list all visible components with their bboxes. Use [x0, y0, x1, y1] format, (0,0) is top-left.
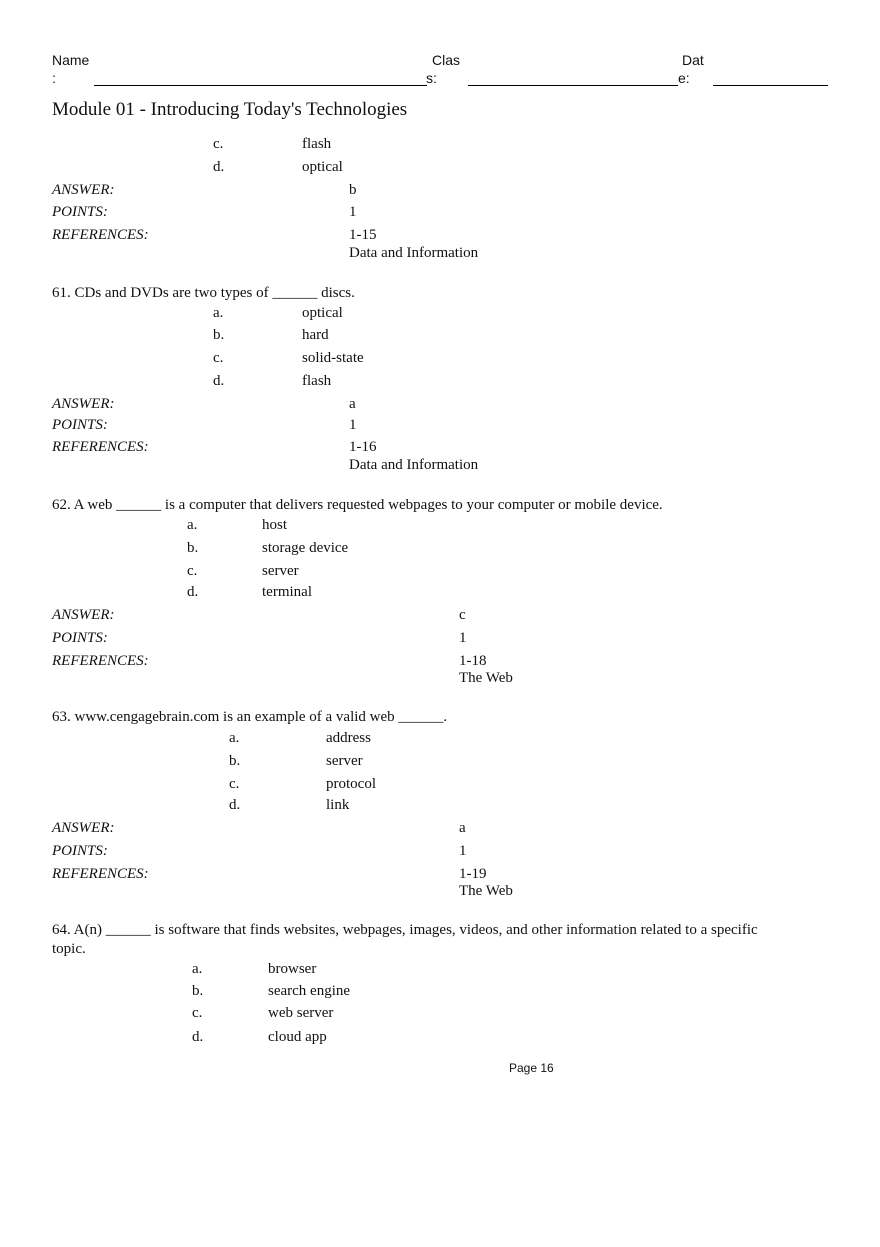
option-text: storage device [262, 540, 349, 556]
page-number: Page 16 [509, 1061, 554, 1075]
date-field[interactable] [713, 85, 828, 86]
option-text: web server [268, 1005, 334, 1021]
question-text-line2: topic. [52, 941, 86, 957]
answer-label: ANSWER: [52, 607, 115, 623]
option-letter: d. [187, 584, 199, 600]
option-text: server [262, 563, 299, 579]
option-text: address [326, 730, 371, 746]
points-value: 1 [349, 204, 357, 220]
option-text: search engine [268, 983, 351, 999]
references-page: 1-19 [459, 866, 487, 882]
option-letter: b. [229, 753, 241, 769]
option-text: flash [302, 373, 332, 389]
option-text: host [262, 517, 288, 533]
option-text: terminal [262, 584, 312, 600]
answer-label: ANSWER: [52, 396, 115, 412]
references-section: The Web [459, 670, 513, 686]
answer-value: c [459, 607, 466, 623]
references-page: 1-16 [349, 439, 377, 455]
option-letter: b. [192, 983, 204, 999]
references-label: REFERENCES: [52, 439, 149, 455]
option-letter: c. [213, 350, 224, 366]
option-text: flash [302, 136, 332, 152]
answer-value: a [459, 820, 466, 836]
option-letter: c. [229, 776, 240, 792]
references-label: REFERENCES: [52, 653, 149, 669]
option-text: protocol [326, 776, 376, 792]
points-value: 1 [349, 417, 357, 433]
answer-label: ANSWER: [52, 182, 115, 198]
option-letter: d. [213, 373, 225, 389]
question-text-line1: 64. A(n) ______ is software that finds websites, webpages, images, videos, and other information related to a specific [52, 922, 758, 938]
option-letter: b. [187, 540, 199, 556]
answer-label: ANSWER: [52, 820, 115, 836]
option-letter: c. [213, 136, 224, 152]
option-text: hard [302, 327, 329, 343]
option-letter: d. [192, 1029, 204, 1045]
references-section: Data and Information [349, 457, 479, 473]
option-letter: d. [213, 159, 225, 175]
references-page: 1-18 [459, 653, 487, 669]
option-text: cloud app [268, 1029, 327, 1045]
references-label: REFERENCES: [52, 227, 149, 243]
answer-value: b [349, 182, 357, 198]
points-value: 1 [459, 843, 467, 859]
name-field[interactable] [94, 85, 427, 86]
page-title: Module 01 - Introducing Today's Technologies [52, 99, 408, 120]
option-text: optical [302, 305, 343, 321]
question-text: 61. CDs and DVDs are two types of ______ discs. [52, 285, 355, 301]
references-section: Data and Information [349, 245, 479, 261]
class-label-line2: s: [426, 70, 437, 86]
option-text: browser [268, 961, 317, 977]
date-label-line1: Dat [682, 52, 704, 68]
question-text: 63. www.cengagebrain.com is an example of a valid web ______. [52, 709, 448, 725]
option-letter: b. [213, 327, 225, 343]
points-label: POINTS: [52, 204, 108, 220]
answer-value: a [349, 396, 356, 412]
option-text: server [326, 753, 363, 769]
option-letter: a. [187, 517, 198, 533]
references-page: 1-15 [349, 227, 377, 243]
points-value: 1 [459, 630, 467, 646]
option-text: solid-state [302, 350, 364, 366]
option-letter: a. [192, 961, 203, 977]
option-letter: d. [229, 797, 241, 813]
points-label: POINTS: [52, 417, 108, 433]
option-text: optical [302, 159, 343, 175]
date-label-line2: e: [678, 70, 690, 86]
question-text: 62. A web ______ is a computer that delivers requested webpages to your computer or mobile device. [52, 497, 663, 513]
points-label: POINTS: [52, 630, 108, 646]
points-label: POINTS: [52, 843, 108, 859]
option-letter: a. [229, 730, 240, 746]
name-label-line1: Name [52, 52, 90, 68]
class-label-line1: Clas [432, 52, 461, 68]
option-text: link [326, 797, 350, 813]
references-section: The Web [459, 883, 513, 899]
class-field[interactable] [468, 85, 678, 86]
option-letter: a. [213, 305, 224, 321]
name-label-line2: : [52, 70, 56, 86]
option-letter: c. [187, 563, 198, 579]
option-letter: c. [192, 1005, 203, 1021]
references-label: REFERENCES: [52, 866, 149, 882]
